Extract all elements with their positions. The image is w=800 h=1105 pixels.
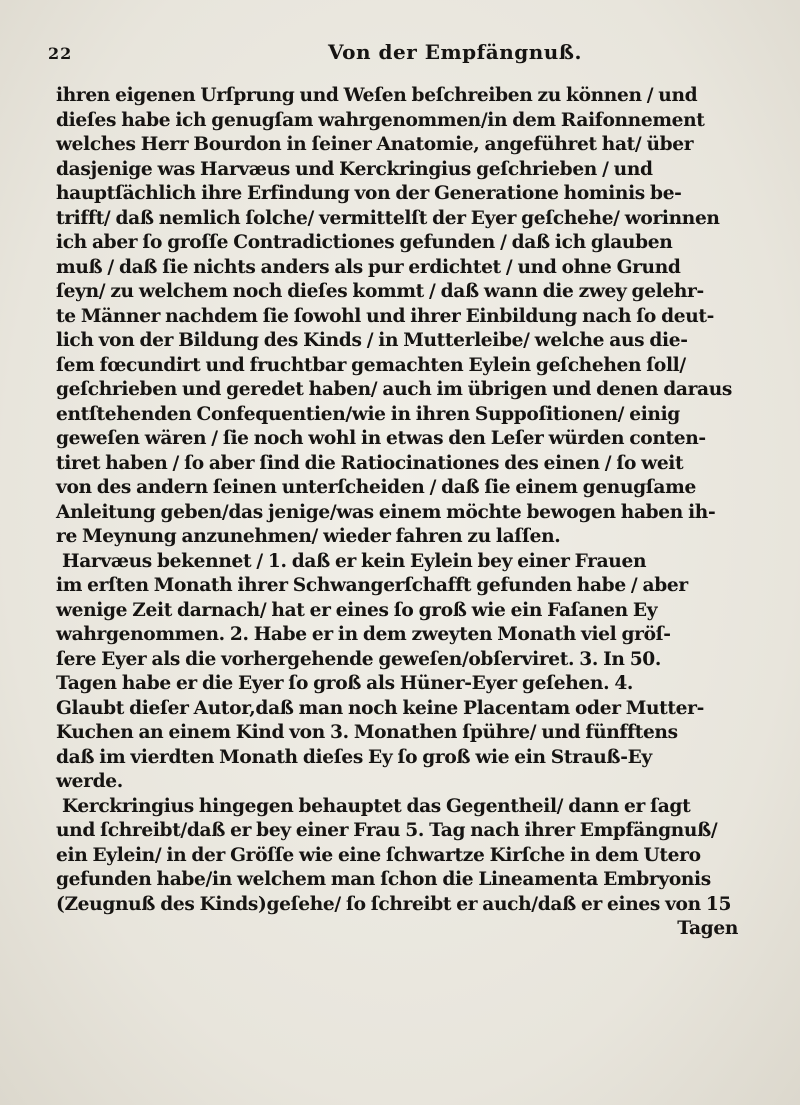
- text-line: ich aber ſo groſſe Contradictiones gefunden / daß ich glauben: [56, 232, 673, 253]
- text-line: geſchrieben und geredet haben/ auch im übrigen und denen daraus: [56, 379, 733, 400]
- text-line: im erſten Monath ihrer Schwangerſchafft gefunden habe / aber: [56, 575, 688, 596]
- text-line: und ſchreibt/daß er bey einer Frau 5. Tag nach ihrer Empfängnuß/: [56, 820, 718, 841]
- text-line: von des andern ſeinen unterſcheiden / daß ſie einem genugſame: [56, 477, 696, 498]
- text-line: Anleitung geben/das jenige/was einem möchte bewogen haben ih-: [56, 501, 716, 523]
- text-line: ſeyn/ zu welchem noch dieſes kommt / daß wann die zwey gelehr-: [56, 281, 704, 302]
- text-line: te Männer nachdem ſie ſowohl und ihrer Einbildung nach ſo deut-: [56, 305, 715, 327]
- text-line: Kerckringius hingegen behauptet das Gegentheil/ dann er ſagt: [62, 795, 691, 817]
- text-line: ein Eylein/ in der Gröſſe wie eine ſchwartze Kirſche in dem Utero: [56, 844, 701, 866]
- text-line: ſem fœcundirt und fruchtbar gemachten Eylein geſchehen ſoll/: [56, 354, 686, 376]
- text-line: wenige Zeit darnach/ hat er eines ſo groß wie ein Faſanen Ey: [56, 599, 658, 621]
- text-line: welches Herr Bourdon in ſeiner Anatomie, angeführet hat/ über: [56, 134, 694, 155]
- text-line: ihren eigenen Urſprung und Weſen beſchreiben zu können / und: [56, 85, 698, 106]
- text-line: dieſes habe ich genugſam wahrgenommen/in dem Raifonnement: [56, 109, 705, 131]
- text-line: dasjenige was Harvæus und Kerckringius geſchrieben / und: [56, 158, 653, 180]
- text-line: geweſen wären / ſie noch wohl in etwas den Leſer würden conten-: [56, 428, 706, 449]
- body-text: [56, 84, 756, 942]
- text-line: tiret haben / ſo aber ſind die Ratiocinationes des einen / ſo weit: [56, 452, 684, 474]
- text-line: hauptſächlich ihre Erfindung von der Generatione hominis be-: [56, 183, 682, 204]
- page-number: 22: [48, 44, 73, 63]
- text-line: werde.: [56, 771, 123, 792]
- text-line: Kuchen an einem Kind von 3. Monathen ſpühre/ und fünfftens: [56, 722, 678, 743]
- running-head: Von der Empfängnuß.: [328, 40, 582, 64]
- text-line: Harvæus bekennet / 1. daß er kein Eylein bey einer Frauen: [62, 550, 647, 572]
- text-line: re Meynung anzunehmen/ wieder fahren zu laſſen.: [56, 526, 561, 547]
- text-line: Tagen habe er die Eyer ſo groß als Hüner-Eyer geſehen. 4.: [56, 673, 634, 694]
- catchword: Tagen: [677, 918, 738, 939]
- text-line: ſere Eyer als die vorhergehende geweſen/obſerviret. 3. In 50.: [56, 648, 662, 670]
- page-header: [48, 36, 748, 72]
- text-line: wahrgenommen. 2. Habe er in dem zweyten Monath viel gröſ-: [56, 624, 671, 645]
- text-line: Glaubt dieſer Autor,daß man noch keine Placentam oder Mutter-: [56, 697, 704, 719]
- text-line: entſtehenden Confequentien/wie in ihren Suppoſitionen/ einig: [56, 403, 680, 425]
- text-line: trifft/ daß nemlich ſolche/ vermittelſt der Eyer geſchehe/ worinnen: [56, 207, 720, 229]
- text-line: lich von der Bildung des Kinds / in Mutterleibe/ welche aus die-: [56, 330, 688, 351]
- text-line: daß im vierdten Monath dieſes Ey ſo groß wie ein Strauß-Ey: [56, 746, 652, 768]
- text-line: (Zeugnuß des Kinds)geſehe/ ſo ſchreibt er auch/daß er eines von 15: [56, 893, 732, 915]
- text-line: muß / daß ſie nichts anders als pur erdichtet / und ohne Grund: [56, 256, 681, 278]
- text-line: gefunden habe/in welchem man ſchon die Lineamenta Embryonis: [56, 869, 711, 890]
